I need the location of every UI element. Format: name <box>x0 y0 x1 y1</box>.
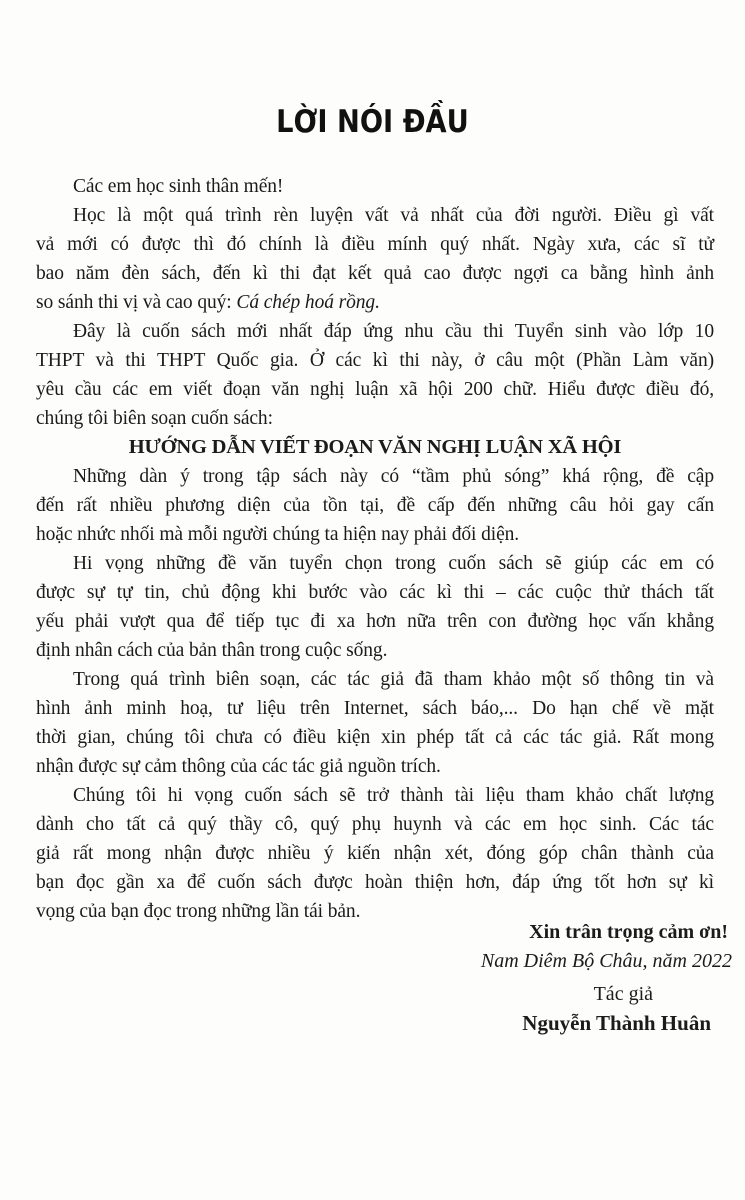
text-line: bao năm đèn sách, đến kì thi đạt kết quả cao được ngợi ca bằng hình ảnh <box>36 263 714 284</box>
page-title: LỜI NÓI ĐẦU <box>276 104 469 140</box>
text-line: Các em học sinh thân mến! <box>73 176 284 197</box>
text-line: định nhân cách của bản thân trong cuộc sống. <box>36 640 388 661</box>
text-line: đến rất nhiều phương diện của tồn tại, đề cấp đến những câu hỏi gay cấn <box>36 495 714 516</box>
text-line: vọng của bạn đọc trong những lần tái bản. <box>36 901 361 922</box>
closing-block <box>0 921 745 1043</box>
text-line: Trong quá trình biên soạn, các tác giả đã tham khảo một số thông tin và <box>73 669 714 690</box>
text-line: Đây là cuốn sách mới nhất đáp ứng nhu cầu thi Tuyển sinh vào lớp 10 <box>73 321 714 342</box>
text-line: THPT và thi THPT Quốc gia. Ở các kì thi này, ở câu một (Phần Làm văn) <box>36 350 714 371</box>
text-line: yếu phải vượt qua để tiếp tục đi xa hơn nữa trên con đường học vấn khẳng <box>36 611 714 632</box>
text-line: được sự tự tin, chủ động khi bước vào các kì thi – các cuộc thử thách tất <box>36 582 714 603</box>
text-line: vả mới có được thì đó chính là điều mính quý nhất. Ngày xưa, các sĩ tử <box>36 234 714 255</box>
text-line: yêu cầu các em viết đoạn văn nghị luận xã hội 200 chữ. Hiểu được điều đó, <box>36 379 714 400</box>
text-line: thời gian, chúng tôi chưa có điều kiện xin phép tất cả các tác giả. Rất mong <box>36 727 714 748</box>
text-line: dành cho tất cả quý thầy cô, quý phụ huynh và các em học sinh. Các tác <box>36 814 714 835</box>
text-line: Học là một quá trình rèn luyện vất vả nhất của đời người. Điều gì vất <box>73 205 714 226</box>
text-line: hoặc nhức nhối mà mỗi người chúng ta hiện nay phải đối diện. <box>36 524 520 545</box>
closing-author-name: Nguyễn Thành Huân <box>522 1011 711 1035</box>
text-line: hình ảnh minh hoạ, tư liệu trên Internet, sách báo,... Do hạn chế về mặt <box>36 698 714 719</box>
text-line: chúng tôi biên soạn cuốn sách: <box>36 408 273 429</box>
text-run: so sánh thi vị và cao quý: <box>36 292 237 313</box>
text-line <box>36 288 714 317</box>
italic-text-run: Cá chép hoá rồng. <box>236 292 380 313</box>
text-line: giả rất mong nhận được nhiều ý kiến nhận xét, đóng góp chân thành của <box>36 843 714 864</box>
book-title-heading: HƯỚNG DẪN VIẾT ĐOẠN VĂN NGHỊ LUẬN XÃ HỘI <box>128 436 622 458</box>
text-line: Chúng tôi hi vọng cuốn sách sẽ trở thành tài liệu tham khảo chất lượng <box>73 785 714 806</box>
text-line: Những dàn ý trong tập sách này có “tầm phủ sóng” khá rộng, đề cập <box>73 466 714 487</box>
closing-thanks: Xin trân trọng cảm ơn! <box>529 921 728 943</box>
closing-place-year: Nam Diêm Bộ Châu, năm 2022 <box>480 950 732 972</box>
text-line: nhận được sự cảm thông của các tác giả nguồn trích. <box>36 756 441 777</box>
text-line: Hi vọng những đề văn tuyển chọn trong cuốn sách sẽ giúp các em có <box>73 553 714 574</box>
body-text <box>36 172 714 926</box>
text-line: bạn đọc gần xa để cuốn sách được hoàn thiện hơn, đáp ứng tốt hơn sự kì <box>36 872 714 893</box>
closing-author-label: Tác giả <box>593 983 653 1005</box>
